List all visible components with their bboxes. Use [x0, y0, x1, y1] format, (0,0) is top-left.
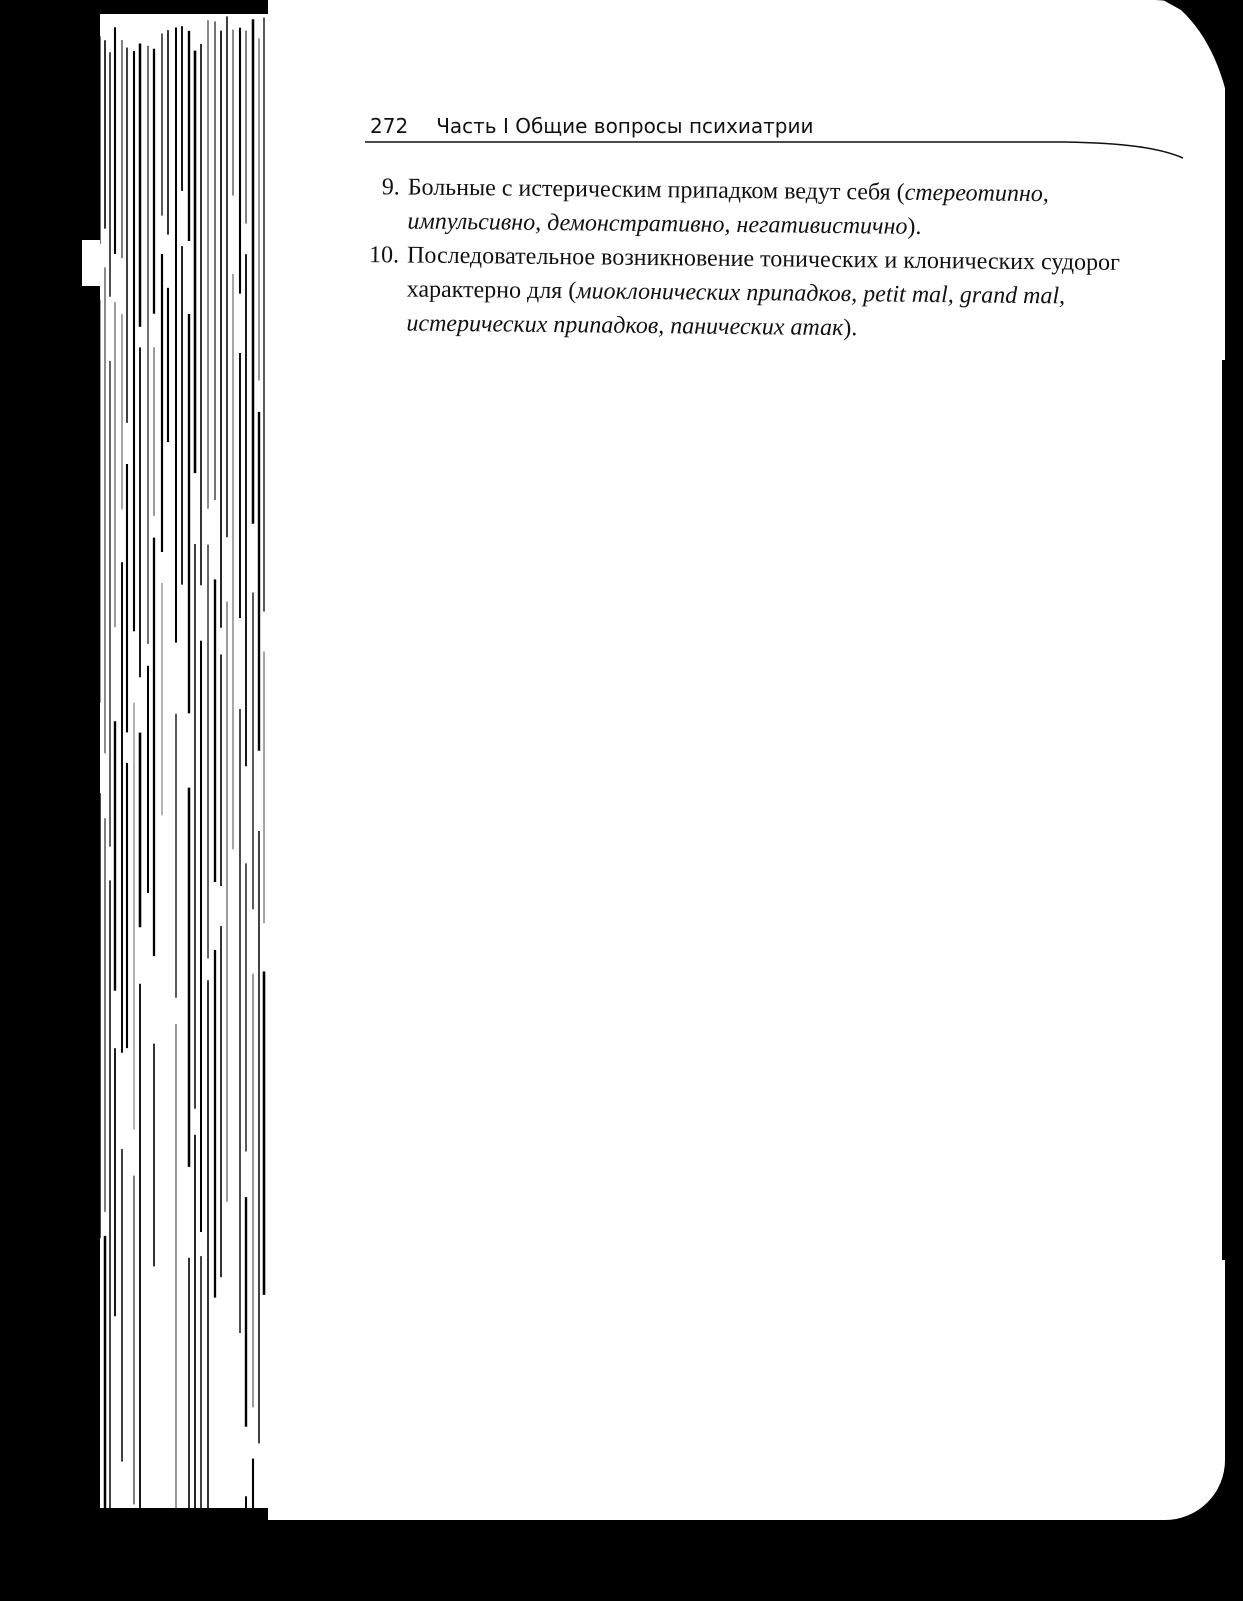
page-right-edge-shadow [1222, 360, 1225, 1260]
question-list [358, 170, 1170, 348]
question-item [359, 170, 1170, 246]
page-number: 272 [370, 114, 409, 138]
running-title: Часть I Общие вопросы психиатрии [436, 114, 814, 138]
question-options: стереотипно, импульсивно, демонстративно, негативистично [407, 179, 1049, 240]
question-options: миоклонических припадков, petit mal, grand mal, истерических припадков, панических атак [406, 278, 1066, 342]
question-tail: ). [843, 315, 858, 342]
question-item [358, 238, 1169, 348]
question-number: 10. [368, 242, 400, 269]
page-edge-shadow [96, 14, 100, 1508]
page-edge-lines [96, 14, 278, 1508]
question-number: 9. [381, 174, 400, 201]
question-tail: ). [907, 213, 922, 240]
question-text: Больные с истерическим припадком ведут себя ( [407, 174, 905, 206]
page-edge-stack [96, 14, 278, 1508]
page-corner-shadow [1163, 0, 1243, 160]
question-text: Последовательное возникновение тонических и клонических судорог характерно для ( [406, 242, 1121, 305]
running-header [370, 114, 813, 138]
page-tab-marker [82, 240, 100, 286]
